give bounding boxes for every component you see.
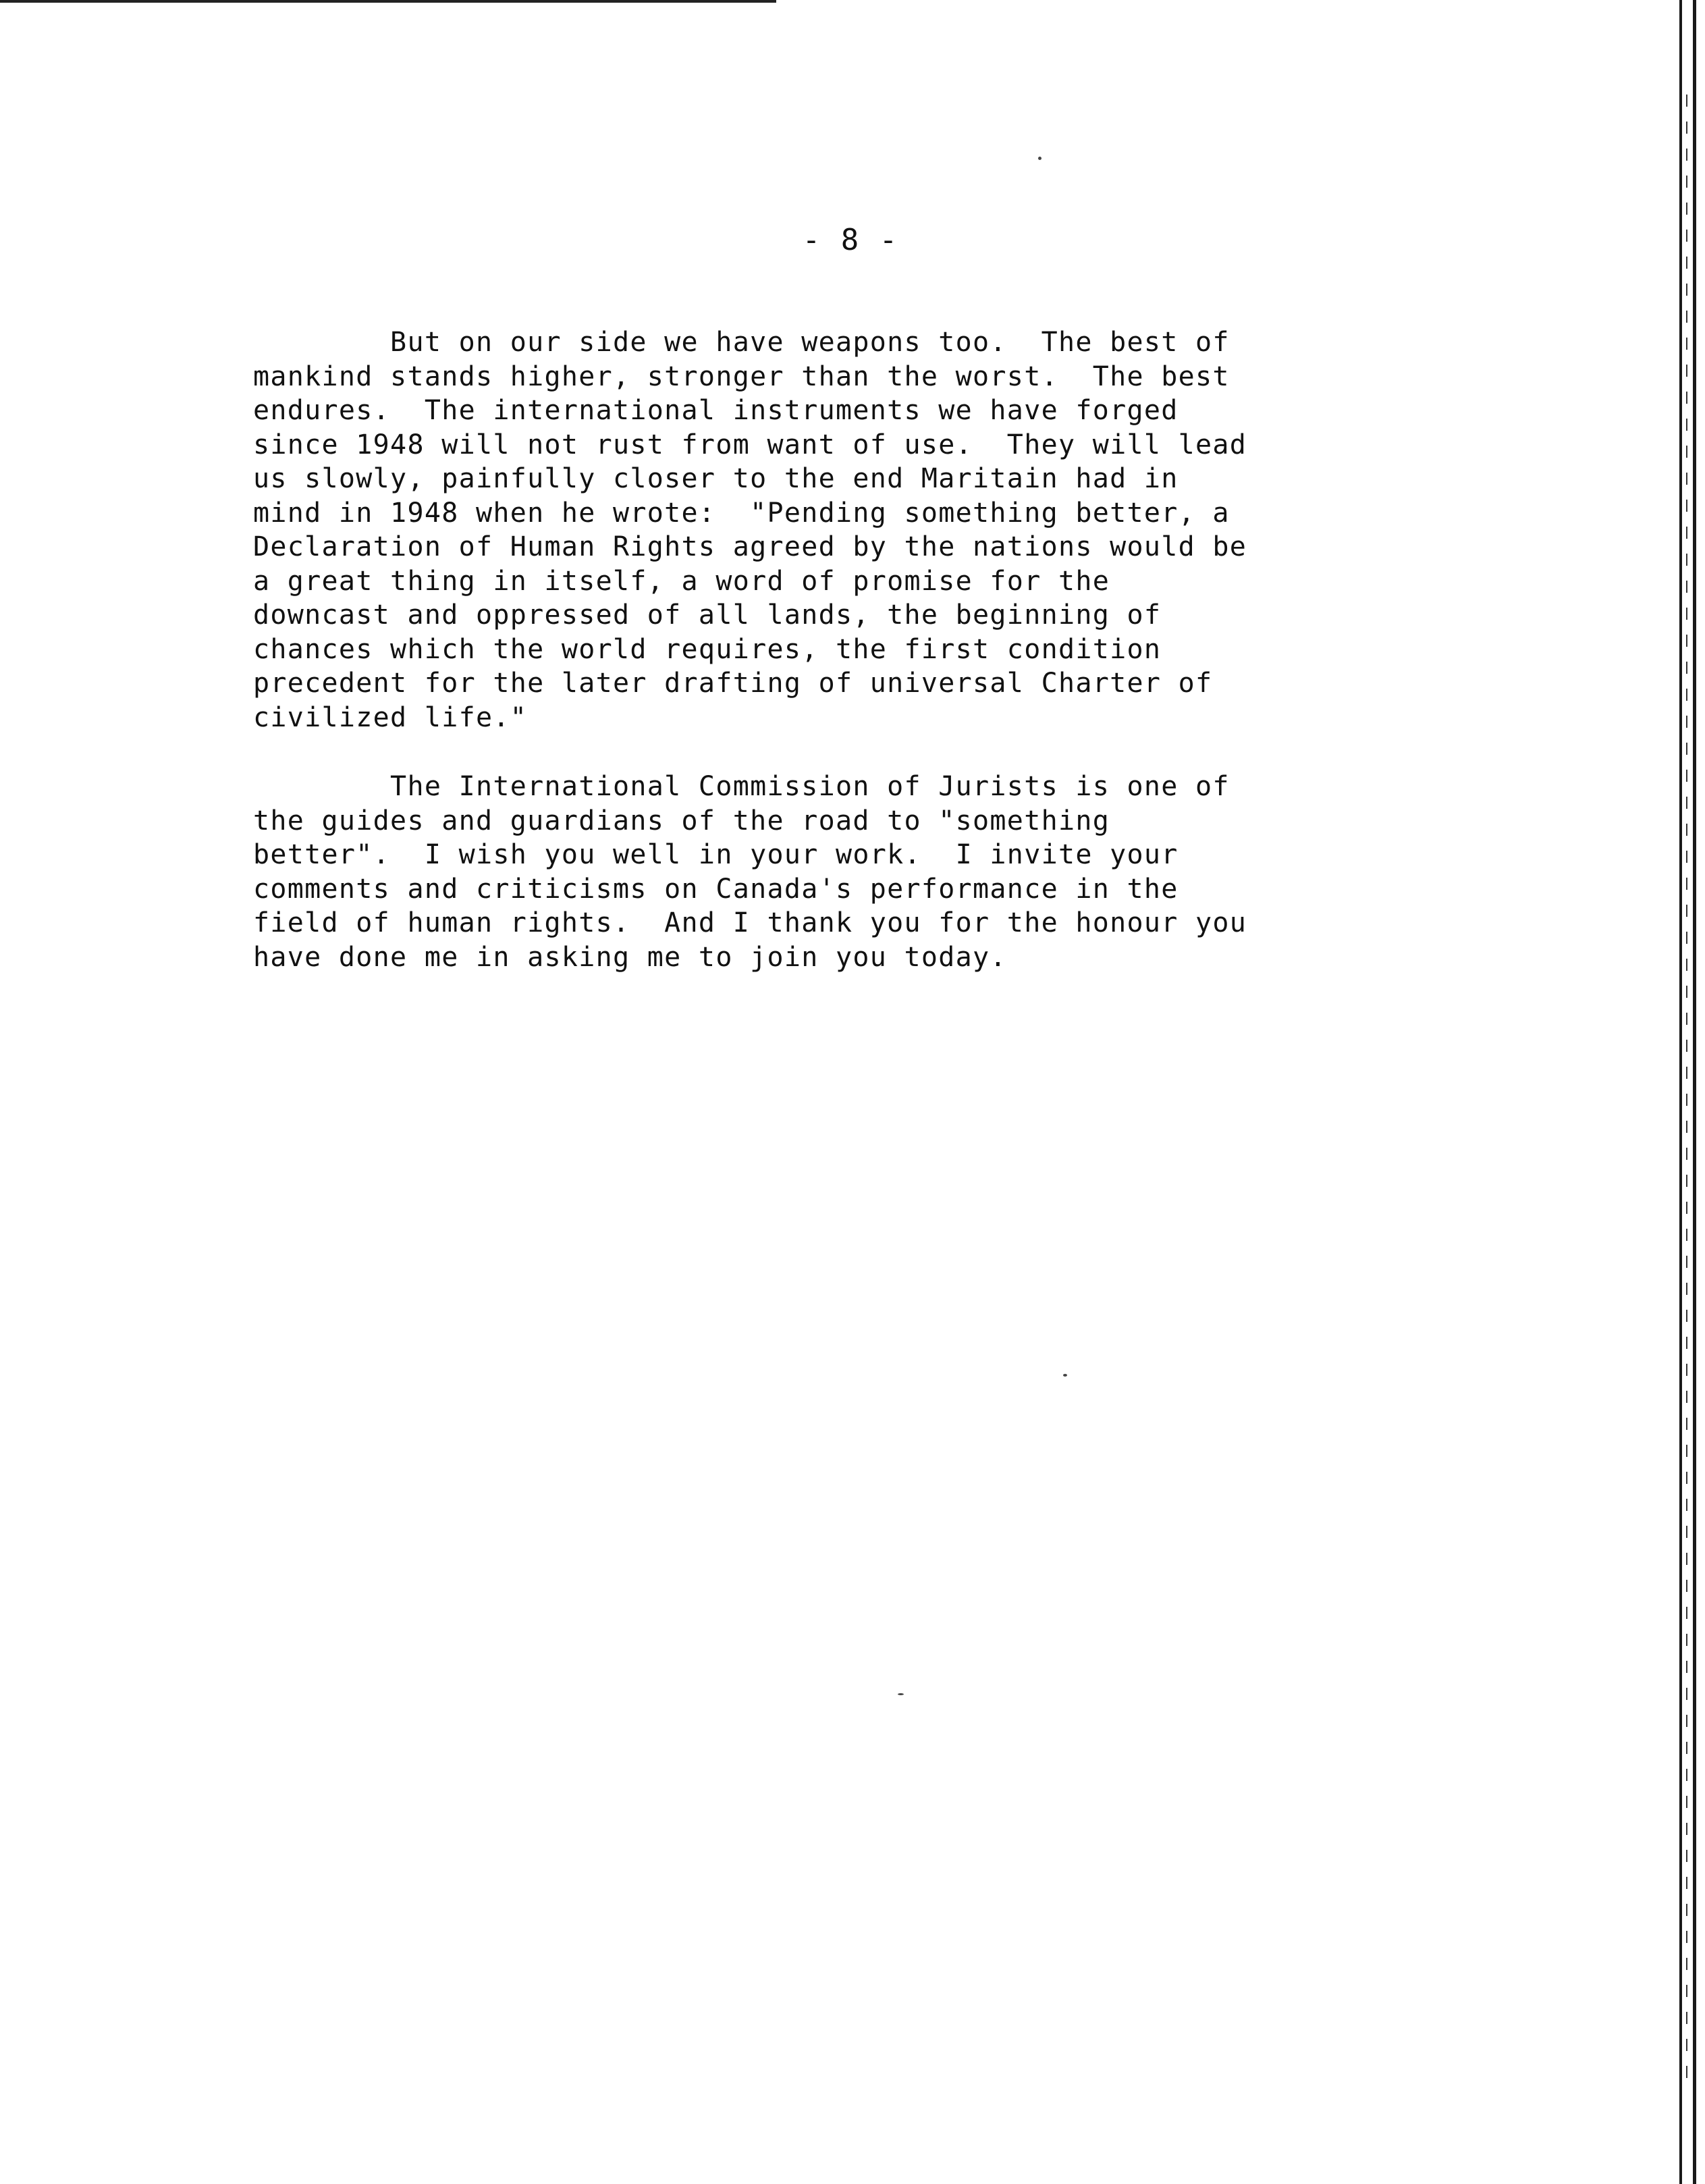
text-line: better". I wish you well in your work. I invite your	[253, 839, 1179, 870]
text-line: The International Commission of Jurists is one of	[253, 771, 1230, 802]
scan-edge-line	[1693, 0, 1696, 2184]
paragraph	[253, 325, 1468, 735]
text-line: have done me in asking me to join you today.	[253, 941, 1007, 973]
text-line: the guides and guardians of the road to "something	[253, 805, 1110, 836]
page-number: - 8 -	[802, 223, 899, 257]
text-line: comments and criticisms on Canada's performance in the	[253, 873, 1179, 905]
text-line: field of human rights. And I thank you for the honour you	[253, 907, 1247, 938]
text-line: a great thing in itself, a word of promise for the	[253, 565, 1110, 597]
text-line: precedent for the later drafting of universal Charter of	[253, 668, 1213, 699]
scan-speck	[1063, 1374, 1067, 1377]
text-line: mind in 1948 when he wrote: "Pending something better, a	[253, 497, 1230, 529]
text-line: Declaration of Human Rights agreed by the nations would be	[253, 531, 1247, 562]
text-line: mankind stands higher, stronger than the worst. The best	[253, 361, 1230, 392]
text-line: chances which the world requires, the first condition	[253, 633, 1162, 665]
text-line: since 1948 will not rust from want of use. They will lead	[253, 429, 1247, 460]
scan-edge-line	[1686, 95, 1687, 2086]
scan-top-rule	[0, 0, 776, 3]
text-line: civilized life."	[253, 701, 528, 733]
text-line: downcast and oppressed of all lands, the beginning of	[253, 600, 1162, 631]
text-line: But on our side we have weapons too. The best of	[253, 327, 1230, 358]
scan-speck	[1038, 157, 1041, 160]
scan-speck	[898, 1693, 904, 1695]
text-line: us slowly, painfully closer to the end Maritain had in	[253, 463, 1179, 494]
paragraph	[253, 770, 1468, 974]
text-line: endures. The international instruments we have forged	[253, 395, 1179, 426]
scan-edge-line	[1679, 0, 1682, 2184]
